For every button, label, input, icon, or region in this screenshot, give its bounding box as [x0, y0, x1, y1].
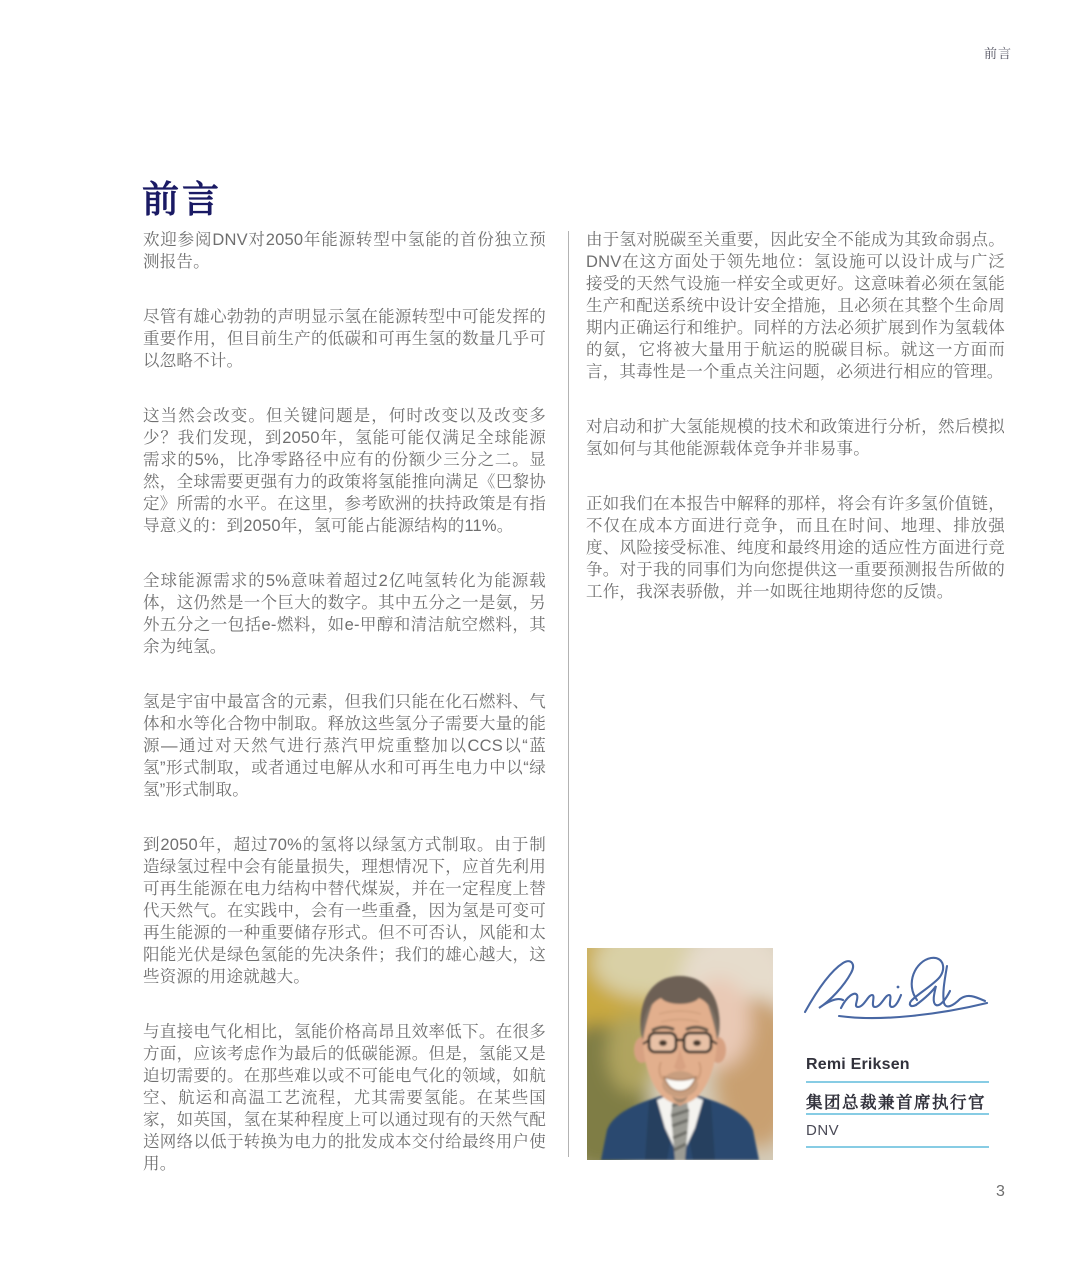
running-header: 前言 [984, 46, 1013, 61]
paragraph: 到2050年，超过70%的氢将以绿氢方式制取。由于制造绿氢过程中会有能量损失，理想情况下，应首先利用可再生能源在电力结构中替代煤炭，并在一定程度上替代天然气。在实践中，会有一些重叠，因为氢是可变可再生能源的一种重要储存形式。但不可否认，风能和太阳能光伏是绿色氢能的先决条件；我们的雄心越大，这些资源的用途就越大。 [143, 836, 546, 986]
column-divider [568, 231, 569, 1157]
left-text-column [143, 229, 546, 1208]
page-title: 前言 [142, 178, 222, 220]
signature-image [797, 948, 993, 1044]
paragraph: 正如我们在本报告中解释的那样，将会有许多氢价值链，不仅在成本方面进行竞争，而且在时间、地理、排放强度、风险接受标准、纯度和最终用途的适应性方面进行竞争。对于我的同事们为向您提供这一重要预测报告所做的工作，我深表骄傲，并一如既往地期待您的反馈。 [586, 495, 1005, 601]
right-text-column [586, 229, 1005, 636]
signatory-company: DNV [806, 1122, 840, 1139]
portrait-photo-graphic [587, 948, 773, 1160]
accent-line [806, 1146, 989, 1148]
signatory-role: 集团总裁兼首席执行官 [806, 1094, 986, 1112]
signature-ink [797, 948, 993, 1044]
paragraph: 这当然会改变。但关键问题是，何时改变以及改变多少？我们发现，到2050年，氢能可能仅满足全球能源需求的5%，比净零路径中应有的份额少三分之二。显然，全球需要更强有力的政策将氢能推向满足《巴黎协定》所需的水平。在这里，参考欧洲的扶持政策是有指导意义的：到2050年，氢可能占能源结构的11%。 [143, 407, 546, 535]
accent-line [806, 1113, 989, 1115]
paragraph: 由于氢对脱碳至关重要，因此安全不能成为其致命弱点。DNV在这方面处于领先地位：氢设施可以设计成与广泛接受的天然气设施一样安全或更好。这意味着必须在氢能生产和配送系统中设计安全措施，且必须在其整个生命周期内正确运行和维护。同样的方法必须扩展到作为氢载体的氨，它将被大量用于航运的脱碳目标。就这一方面而言，其毒性是一个重点关注问题，必须进行相应的管理。 [586, 231, 1005, 381]
paragraph: 对启动和扩大氢能规模的技术和政策进行分析，然后模拟氢如何与其他能源载体竞争并非易事。 [586, 418, 1005, 458]
portrait-photo [587, 948, 773, 1160]
paragraph: 欢迎参阅DNV对2050年能源转型中氢能的首份独立预测报告。 [143, 231, 546, 271]
paragraph: 尽管有雄心勃勃的声明显示氢在能源转型中可能发挥的重要作用，但目前生产的低碳和可再生氢的数量几乎可以忽略不计。 [143, 308, 546, 370]
accent-line [806, 1081, 989, 1083]
page-number: 3 [996, 1183, 1005, 1200]
paragraph: 氢是宇宙中最富含的元素，但我们只能在化石燃料、气体和水等化合物中制取。释放这些氢分子需要大量的能源—通过对天然气进行蒸汽甲烷重整加以CCS以“蓝氢”形式制取，或者通过电解从水和可再生电力中以“绿氢”形式制取。 [143, 693, 546, 799]
paragraph: 与直接电气化相比，氢能价格高昂且效率低下。在很多方面，应该考虑作为最后的低碳能源。但是，氢能又是迫切需要的。在那些难以或不可能电气化的领域，如航空、航运和高温工艺流程，尤其需要氢能。在某些国家，如英国，氢在某种程度上可以通过现有的天然气配送网络以低于转换为电力的批发成本交付给最终用户使用。 [143, 1023, 546, 1173]
signatory-name: Remi Eriksen [806, 1056, 910, 1073]
paragraph: 全球能源需求的5%意味着超过2亿吨氢转化为能源载体，这仍然是一个巨大的数字。其中五分之一是氨，另外五分之一包括e-燃料，如e-甲醇和清洁航空燃料，其余为纯氢。 [143, 572, 546, 656]
